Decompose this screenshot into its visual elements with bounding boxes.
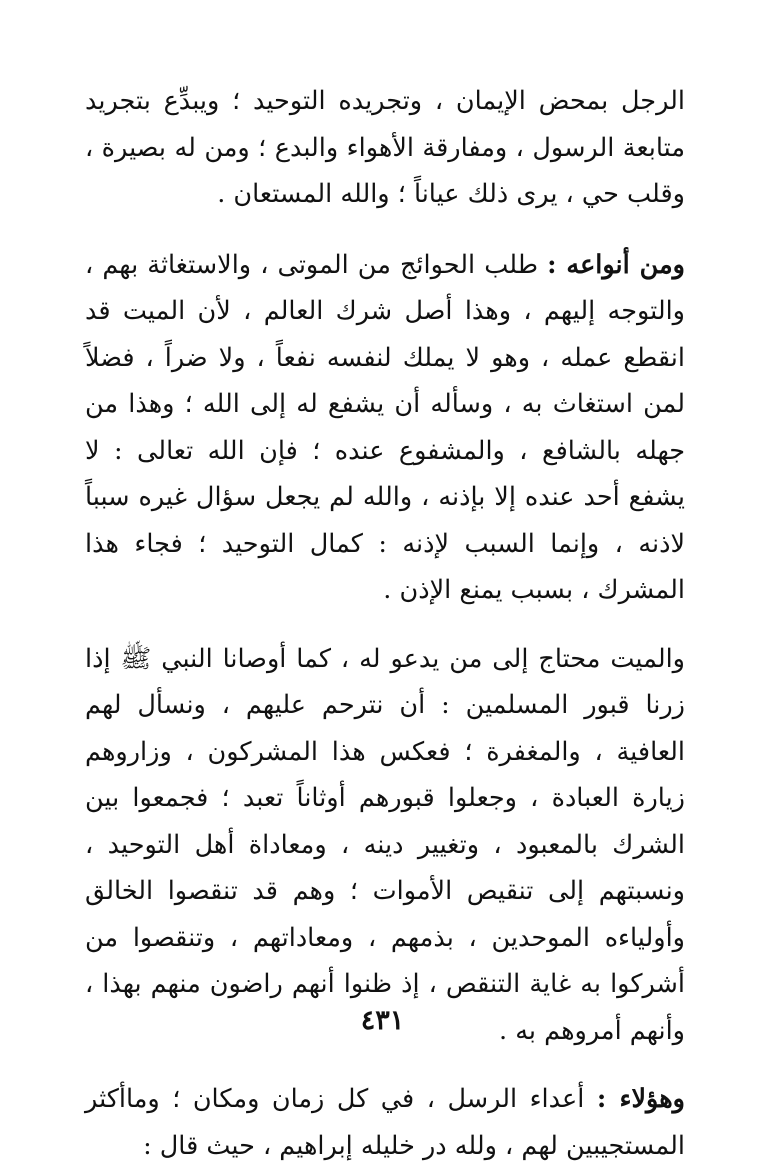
paragraph-4-lead: وهؤلاء : xyxy=(596,1084,685,1114)
paragraph-4-text: أعداء الرسل ، في كل زمان ومكان ؛ وماأكثر المستجيبين لهم ، ولله در خليله إبراهيم ، حيث قال : xyxy=(85,1084,685,1161)
paragraph-2 xyxy=(85,242,685,614)
paragraph-3 xyxy=(85,636,685,1055)
paragraph-3-text: والميت محتاج إلى من يدعو له ، كما أوصانا النبي ﷺ إذا زرنا قبور المسلمين : أن نترحم عليهم ، ونسأل لهم العافية ، والمغفرة ؛ فعكس هذا المشركون ، وزاروهم زيارة العبادة ، وجعلوا قبورهم أوثاناً تعبد ؛ فجمعوا بين الشرك بالمعبود ، وتغيير دينه ، ومعاداة أهل التوحيد ، ونسبتهم إلى تنقيص الأموات ؛ وهم قد تنقصوا الخالق وأولياءه الموحدين ، بذمهم ، ومعاداتهم ، وتنقصوا من أشركوا به غاية التنقص ، إذ ظنوا أنهم راضون منهم بهذا ، وأنهم أمروهم به . xyxy=(85,643,685,1046)
page-number: ٤٣١ xyxy=(360,1005,405,1036)
paragraph-2-lead: ومن أنواعه : xyxy=(547,249,685,280)
paragraph-4 xyxy=(85,1076,685,1169)
paragraph-1 xyxy=(85,78,685,218)
paragraph-2-text: طلب الحوائج من الموتى ، والاستغاثة بهم ، والتوجه إليهم ، وهذا أصل شرك العالم ، لأن الميت قد انقطع عمله ، وهو لا يملك لنفسه نفعاً ، ولا ضراً ، فضلاً لمن استغاث به ، وسأله أن يشفع له إلى الله ؛ وهذا من جهله بالشافع ، والمشفوع عنده ؛ فإن الله تعالى : لا يشفع أحد عنده إلا بإذنه ، والله لم يجعل سؤال غيره سبباً لاذنه ، وإنما السبب لإذنه : كمال التوحيد ؛ فجاء هذا المشرك ، بسبب يمنع الإذن . xyxy=(85,249,685,605)
paragraph-1-text: الرجل بمحض الإيمان ، وتجريده التوحيد ؛ ويبدِّع بتجريد متابعة الرسول ، ومفارقة الأهواء والبدع ؛ ومن له بصيرة ، وقلب حي ، يرى ذلك عياناً ؛ والله المستعان . xyxy=(85,86,685,209)
